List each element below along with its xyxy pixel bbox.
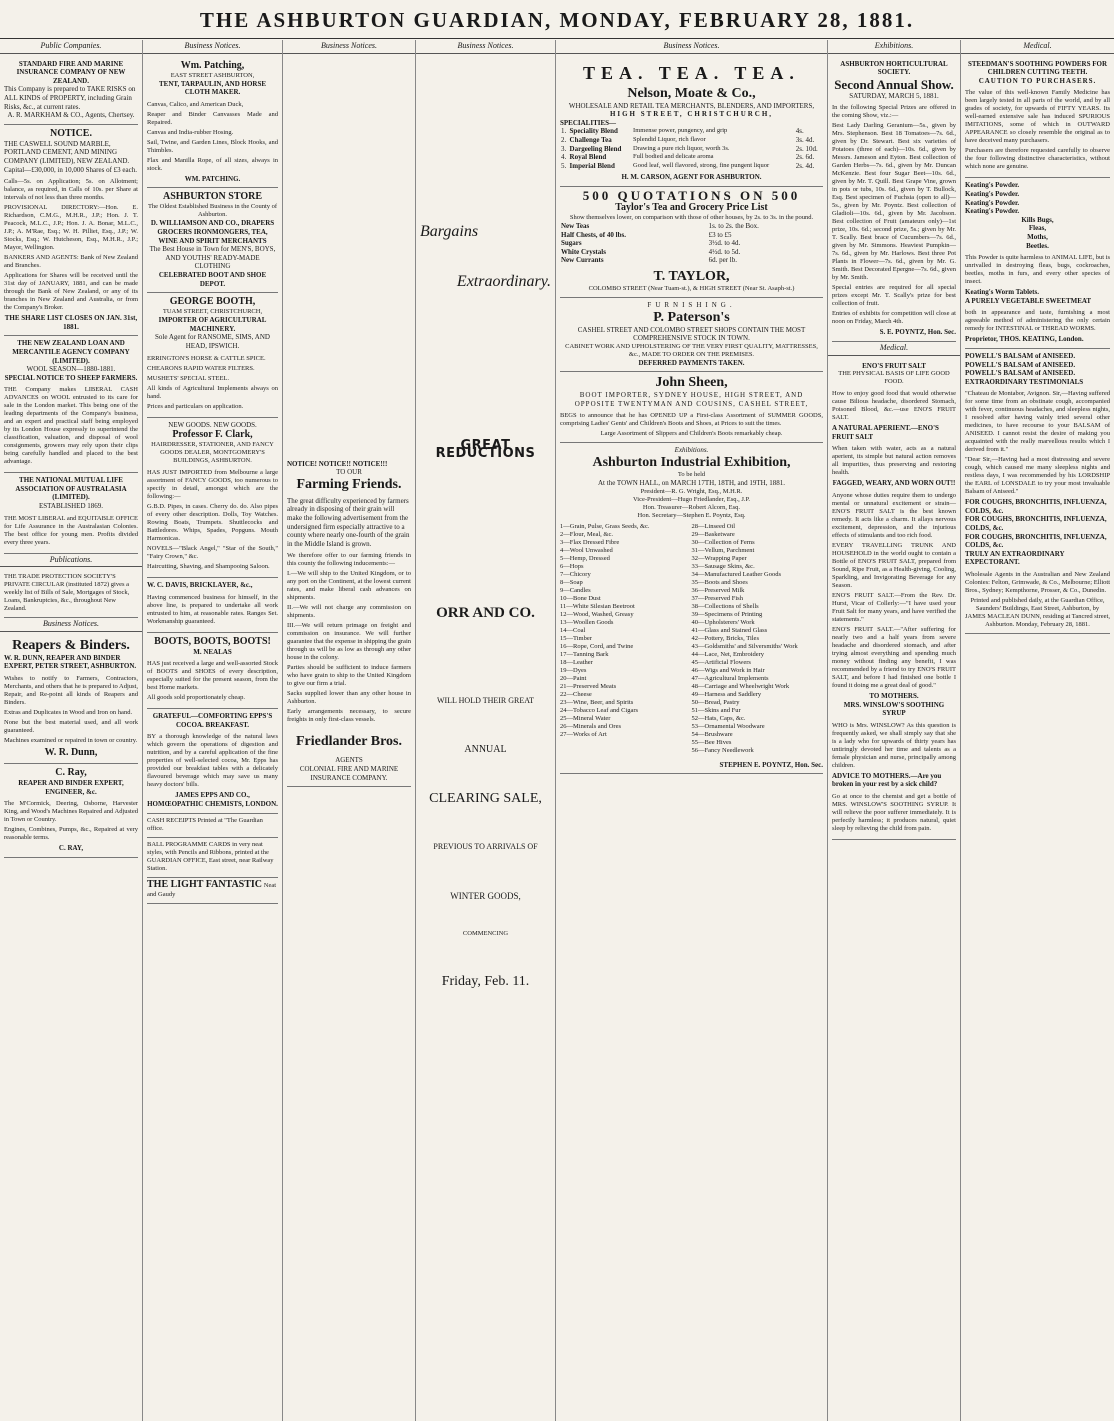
tea-name: Challenge Tea — [569, 135, 612, 144]
powell-ad: POWELL'S BALSAM of ANISEED. POWELL'S BALSAM of ANISEED. POWELL'S BALSAM of ANISEED. EXTRAORDINARY TESTIMONIALS "Chateau de Montabor, Avignon. Sir,—Having suffered for some time from an obstinate cough, accompanied with fever, continuous headaches, and sleepless nights, I resolved after having vainly tried several other medicines, to have recourse to your BALSAM of ANISEED. I cannot resist the desire of making you acquainted with the really marvellous results which I derived from it." "Dear Sir,—Having had a most distressing and severe cough, which caused me many sleepless nights and restless days, I was recommended by his LORDSHIP the EARL of LONSDALE to try your most invaluable Balsam of Aniseed." FOR COUGHS, BRONCHITIS, INFLUENZA, COLDS, &c. FOR COUGHS, BRONCHITIS, INFLUENZA, COLDS, &c. FOR COUGHS, BRONCHITIS, INFLUENZA, COLDS, &c. TRULY AN EXTRAORDINARY EXPECTORANT. Wholesale Agents in the Australian and New Zealand Colonies: Felton, Grimwade, & Co., Melbourne; Elliott Bros., Sydney; Kempthorne, Prosser, & Co., Dunedin. Printed and published daily, at the Guardian Office, Saunders' Buildings, East Street, Ashburton, by JAMES MACLEAN DUNN, residing at Tancred street, Ashburton. Monday, February 28, 1881. — [965, 349, 1110, 634]
kills-line: Moths, — [1027, 232, 1048, 241]
price-row — [560, 256, 823, 265]
imprint-footer: Printed and published daily, at the Guardian Office, Saunders' Buildings, East Street, Ashburton, by JAMES MACLEAN DUNN, residing at Tancred street, Ashburton. Monday, February 28, 1881. — [965, 597, 1110, 629]
agents: AGENTS — [335, 756, 363, 765]
class-item: 3—Flax Dressed Fibre — [560, 538, 620, 546]
class-item: 35—Boots and Shoes — [691, 578, 748, 586]
tea-no: 4. — [561, 153, 567, 162]
ray-signature: C. RAY, — [58, 844, 84, 853]
powell-line: POWELL'S BALSAM of ANISEED. — [965, 351, 1076, 360]
class-item: 5—Hemp, Dressed — [560, 554, 610, 562]
price-value: 4½d. to 5d. — [708, 247, 741, 256]
boots-ad: BOOTS, BOOTS, BOOTS! M. NEALAS HAS just received a large and well-assorted Stock of BOOTS and SHOES of every description, especially suited for the present season, from the best Home markets. All goods sold proportionately cheap. — [147, 633, 278, 710]
light-sub: Neat and Gaudy — [147, 881, 277, 898]
price-name: Half Chests, of 40 lbs. — [561, 230, 626, 239]
previous-to: PREVIOUS TO ARRIVALS OF — [433, 842, 538, 852]
ray-sub: REAPER AND BINDER EXPERT, ENGINEER, &c. — [18, 779, 124, 796]
class-item: 56—Fancy Needlework — [691, 746, 754, 754]
store-body: The Best House in Town for MEN'S, BOYS, AND YOUTHS' READY-MADE CLOTHING — [149, 245, 276, 271]
annual: ANNUAL — [464, 743, 507, 755]
price-name: Sugars — [561, 239, 582, 248]
caswell-title: NOTICE. — [50, 127, 92, 139]
national-mutual-ad: THE NATIONAL MUTUAL LIFE ASSOCIATION OF AUSTRALASIA (LIMITED). ESTABLISHED 1869. THE MOST LIBERAL and EQUITABLE OFFICE for Life Assurance in the Australasian Colonies. The best office for young men. Profits divided every three years. — [4, 473, 138, 553]
paterson-title: P. Paterson's — [653, 309, 730, 325]
class-item: 2—Flour, Meal, &c. — [560, 530, 613, 538]
price-name: New Currants — [561, 256, 604, 265]
sheen-ad: John Sheen, BOOT IMPORTER, SYDNEY HOUSE, HIGH STREET, AND OPPOSITE TWENTYMAN AND COUSINS, CASHEL STREET, BEGS to announce that he has OPENED UP a First-class Assortment of SUMMER GOODS, comprising Ladies' Gents' and Children's Boots and Shoes, at Prices to suit the times. Large Assortment of Slippers and Children's Boots remarkably cheap. — [560, 372, 823, 443]
keating-signature: Proprietor, THOS. KEATING, London. — [965, 335, 1084, 344]
tea-no: 1. — [561, 127, 567, 136]
tea-desc: Immense power, pungency, and grip — [633, 127, 728, 135]
ray-title: C. Ray, — [55, 767, 87, 779]
price-value: 1s. to 2s. the Box. — [708, 221, 759, 230]
tea-desc: Good leaf, well flavored, strong, fine pungent liquor — [633, 161, 770, 169]
sheep-farmers: SPECIAL NOTICE TO SHEEP FARMERS. — [4, 373, 138, 382]
class-item: 43—Goldsmiths' and Silversmiths' Work — [691, 642, 798, 650]
class-item: 24—Tobacco Leaf and Cigars — [560, 706, 639, 714]
exhibition-ad — [560, 443, 823, 774]
clearing-sale: CLEARING SALE, — [429, 790, 542, 806]
standard-insurance-ad — [4, 57, 138, 125]
friday-date: Friday, Feb. 11. — [441, 974, 530, 990]
eno-ad: ENO'S FRUIT SALT THE PHYSICAL BASIS OF LIFE GOOD FOOD. How to enjoy good food that would otherwise cause Bilious headache, disordered Stomach, Poisoned Blood, &c.—use ENO'S FRUIT SALT. A NATURAL APERIENT.—ENO'S FRUIT SALT When taken with water, acts as a natural aperient, its simple but natural action removes all impurities, thus preserving and restoring health. FAGGED, WEARY, AND WORN OUT!! Anyone whose duties require them to undergo mental or unnatural excitement or strain—ENO'S FRUIT SALT is the best known remedy. It acts like a charm. It allays nervous excitement, depression, and the injurious effects of stimulants and too rich food. EVERY TRAVELLING TRUNK AND HOUSEHOLD in the world ought to contain a Bottle of ENO'S FRUIT SALT, prepared from Sound, Ripe Fruit, as a Health-giving, Cooling, Sparkling, and Invigorating Beverage for any Season. ENO'S FRUIT SALT.—From the Rev. Dr. Hurst, Vicar of Collerly:—"I have used your Fruit Salt for many years, and have verified the statements." ENO'S FRUIT SALT.—"After suffering for nearly two and a half years from severe headache and disordered stomach, and after trying almost everything and spending much money without finding any benefit, I was recommended by a friend to try ENO'S FRUIT SALT, and before I had finished one bottle I found it doing me a great deal of good." TO MOTHERS. MRS. WINSLOW'S SOOTHING SYRUP WHO is Mrs. WINSLOW? As this question is frequently asked, we shall simply say that she is a lady who for upwards of thirty years has untiringly devoted her time and talents as a female physician and nurse, principally among children. ADVICE TO MOTHERS.—Are you broken in your rest by a sick child? Go at once to the chemist and get a bottle of MRS. WINSLOW'S SOOTHING SYRUP. It will relieve the poor sufferer immediately. It is perfectly harmless; it produces natural, quiet sleep by relieving the child from pain. — [832, 359, 956, 840]
farming-friends: Farming Friends. — [296, 476, 402, 492]
class-item: 48—Carriage and Wheelwright Work — [691, 682, 790, 690]
class-item: 39—Specimens of Printing — [691, 610, 763, 618]
dunn-heading: W. R. DUNN, REAPER AND BINDER EXPERT, PETER STREET, ASHBURTON. — [4, 653, 137, 671]
booth-sub: TUAM STREET, CHRISTCHURCH, — [162, 308, 263, 316]
caswell-notice: NOTICE. THE CASWELL SOUND MARBLE, PORTLAND CEMENT, AND MINING COMPANY (LIMITED), NEW ZEALAND. Capital—£30,000, in 10,000 Shares of £3 each. Calls—5s. on Application; 5s. on Allotment; balance, as required, in Calls of 10s. per Share at intervals of not less than three months. PROVISIONAL DIRECTORY:—Hon. E. Richardson, C.M.G., M.H.R., J.P.; Hon. J. T. Peacock, M.L.C., J.P.; Hon. J. A. Bonar, M.L.C., J.P.; A. M'Rae, Esq.; W. H. Pilliet, Esq., J.P.; W. Stocks, Esq.; W. Hutcheson, Esq., M.H.R., J.P.; Mayor, Wellington. BANKERS AND AGENTS: Bank of New Zealand and Branches. Applications for Shares will be received until the 31st day of JANUARY, 1881, and can be made through the Bank of New Zealand, or any of its branches in New Zealand and Australia, or from the Company's Broker. THE SHARE LIST CLOSES ON JAN. 31st, 1881. — [4, 125, 138, 337]
class-item: 20—Paint — [560, 674, 587, 682]
price-value: 3½d. to 4d. — [708, 239, 741, 248]
tea-desc: Drawing a pure rich liquor, worth 3s. — [633, 144, 730, 152]
patching-ad: Wm. Patching, EAST STREET ASHBURTON, TENT, TARPAULIN, AND HORSE CLOTH MAKER. Canvas, Calico, and American Duck, Reaper and Binder Canvasses Made and Repaired. Canvas and India-rubber Hosing. Sail, Twine, and Garden Lines, Block Hooks, and Thimbles. Flax and Manilla Rope, of all sizes, always in stock. WM. PATCHING. — [147, 57, 278, 189]
ray-ad: C. Ray, REAPER AND BINDER EXPERT, ENGINEER, &c. The M'Cormick, Deering, Osborne, Harvester King, and Wood's Machines Repaired and Adjusted in Town or Country. Engines, Combines, Pumps, &c., Repaired at very reasonable terms. C. RAY, — [4, 764, 138, 858]
tea-name: Imperial Blend — [569, 161, 615, 170]
specialities: SPECIALITIES— — [560, 118, 617, 127]
column-2-head: Business Notices. — [143, 40, 282, 54]
classes-list — [560, 523, 823, 755]
trade-protection: THE TRADE PROTECTION SOCIETY'S PRIVATE CIRCULAR (instituted 1872) gives a weekly list of Bills of Sale, Mortgages of Stock, Loans, Bankruptcies, &c., throughout New Zealand. — [4, 570, 138, 618]
booth-title: GEORGE BOOTH, — [169, 296, 256, 308]
extraordinary: Extraordinary. — [456, 272, 551, 290]
hort-ad: ASHBURTON HORTICULTURAL SOCIETY. Second Annual Show. SATURDAY, MARCH 5, 1881. In the following Special Prizes are offered in the coming Show, viz.:— Best Lady Darling Geranium—5s., given by Mrs. Stephenson. Best 18 Tomatoes—7s. 6d., given by Dr. Stewart. Best six varieties of Potatoes (three of each)—10s. 6d., given by Messrs. Jameson and Eyton. Best collection of Garden Herbs—7s. 6d., given by Mr. Duncan McKenzie. Best four Sugar Beet—10s. 6d., given by Mr. T. Quill. Best Grape Vine, grown in pots or tubs, 10s. 6d., given by T. Bullock, Esq. Best specimen of Fuchsia (open to all)—5s., given by Mr. Poyntz. Best collection of Gladioli—10s. 6d., given by Mr. Jacobson. Best collection of Fruit (amateurs only)—1st prize, 10s. 6d.; second prize, 5s.; given by Mr. T. Scally. Best brace of Cucumbers—7s. 6d., given by Mr. Simmons. Heaviest Pumpkin—7s. 6d., given by Mr. Harlows. Best three Pot Plants in Flower—7s. 6d., given by Mr. G. Smith. Best Decorated Epergne—7s. 6d., given by Mr. Smith. Special entries are required for all special prizes except Mr. T. Scally's prize for best collection of fruit. Entries of exhibits for competition will close at noon on Friday, March 4th. S. E. POYNTZ, Hon. Sec. — [832, 57, 956, 342]
column-1-head: Public Companies. — [0, 40, 142, 54]
business-notices-head: Business Notices. — [0, 618, 142, 632]
patching-signature: WM. PATCHING. — [184, 174, 241, 183]
tea-price: 4s. — [795, 127, 804, 136]
share-list-closes: THE SHARE LIST CLOSES ON JAN. 31st, 1881. — [4, 314, 138, 331]
to-mothers: TO MOTHERS. — [869, 691, 919, 700]
established: ESTABLISHED 1869. — [39, 502, 103, 511]
exhib-title: Ashburton Industrial Exhibition, — [592, 455, 791, 471]
column-2 — [143, 40, 283, 1421]
tea-title: TEA. TEA. TEA. — [583, 62, 800, 83]
class-item: 27—Works of Art — [560, 730, 607, 738]
price-value: 6d. per lb. — [708, 256, 737, 265]
class-item: 22—Cheese — [560, 690, 592, 698]
taylor-list-sub: Show themselves lower, on comparison with those of other houses, by 2s. to 3s. in the pound. — [569, 213, 814, 221]
exhib-vice: Vice-President—Hugo Friedlander, Esq., J.P. — [632, 495, 751, 503]
furnishing: FURNISHING. — [647, 300, 736, 309]
nelson-sub: WHOLESALE AND RETAIL TEA MERCHANTS, BLENDERS, AND IMPORTERS, — [568, 101, 815, 110]
sheen-sub: BOOT IMPORTER, SYDNEY HOUSE, HIGH STREET, AND OPPOSITE TWENTYMAN AND COUSINS, CASHEL STREET, — [574, 391, 809, 408]
standard-title: STANDARD FIRE AND MARINE INSURANCE COMPANY OF NEW ZEALAND. — [16, 59, 126, 85]
class-item: 37—Preserved Fish — [691, 594, 743, 602]
worm-tablets: Keating's Worm Tablets. — [965, 288, 1039, 297]
quotations: 500 QUOTATIONS ON 500 — [582, 187, 801, 203]
class-item: 17—Tanning Bark — [560, 650, 609, 658]
booth-body: IMPORTER OF AGRICULTURAL MACHINERY. — [158, 316, 267, 333]
column-3 — [283, 40, 416, 1421]
tea-row — [560, 162, 823, 171]
medical-head: Medical. — [828, 342, 960, 356]
steedman-ad: STEEDMAN'S SOOTHING POWDERS FOR CHILDREN CUTTING TEETH. CAUTION TO PURCHASERS. The value of this well-known Family Medicine has been largely tested in all parts of the world, and by all grades of society, for upwards of FIFTY YEARS. Its well-earned extensive sale has induced SPURIOUS IMITATIONS, some of which in OUTWARD APPEARANCE so closely resemble the original as to have deceived many purchasers. Purchasers are therefore requested carefully to observe the four following distinctive characteristics, without which none are genuine. — [965, 57, 1110, 179]
clark-title: Professor F. Clark, — [172, 429, 253, 441]
class-item: 7—Chicory — [560, 570, 591, 578]
publications-head: Publications. — [0, 554, 142, 568]
nelson-addr: HIGH STREET, CHRISTCHURCH, — [609, 110, 774, 119]
column-4-head: Business Notices. — [416, 40, 555, 54]
tea-price: 2s. 6d. — [795, 153, 815, 162]
class-item: 51—Skins and Fur — [691, 706, 741, 714]
winter-goods: WINTER GOODS, — [450, 890, 521, 901]
orr-and-co: ORR AND CO. — [436, 604, 535, 621]
price-name: New Teas — [561, 221, 590, 230]
epps-title: GRATEFUL—COMFORTING EPPS'S COCOA. BREAKFAST. — [152, 712, 273, 729]
exhib-president: President—R. G. Wright, Esq., M.H.R. — [640, 487, 743, 495]
class-item: 30—Collection of Ferns — [691, 538, 755, 546]
tea-desc: Splendid Liquor, rich flavor — [633, 135, 706, 143]
class-item: 12—Wood, Washed, Greasy — [560, 610, 634, 618]
davis-title: W. C. DAVIS, BRICKLAYER, &c., — [147, 581, 253, 590]
to-our: TO OUR — [336, 468, 362, 477]
column-7-head: Medical. — [961, 40, 1114, 54]
store-sub: The Oldest Established Business in the County of Ashburton. — [147, 203, 278, 219]
expectorant: TRULY AN EXTRAORDINARY EXPECTORANT. — [965, 549, 1065, 567]
class-item: 23—Wine, Beer, and Spirits — [560, 698, 634, 706]
class-item: 19—Dyes — [560, 666, 587, 674]
class-item: 47—Agricultural Implements — [691, 674, 769, 682]
masthead-title: THE ASHBURTON GUARDIAN, MONDAY, FEBRUARY 28, 1881. — [199, 8, 915, 32]
taylor-addr: COLOMBO STREET (Near Tuam-st.), & HIGH STREET (Near St. Asaph-st.) — [588, 284, 795, 292]
class-item: 42—Pottery, Bricks, Tiles — [691, 634, 759, 642]
class-item: 6—Hops — [560, 562, 584, 570]
column-5 — [556, 40, 828, 1421]
class-item: 31—Vellum, Parchment — [691, 546, 755, 554]
class-item: 34—Manufactured Leather Goods — [691, 570, 782, 578]
nz-loan-ad: THE NEW ZEALAND LOAN AND MERCANTILE AGENCY COMPANY (LIMITED). WOOL SEASON—1880-1881. SPECIAL NOTICE TO SHEEP FARMERS. THE Company makes LIBERAL CASH ADVANCES on WOOL entrusted to its care for sale in the London market. This being one of the leading departments of the Company's business, and an expert and practical staff being employed by its London House expressly to superintend the classification, valuation, and disposal of wool consignments, growers may rely upon their clips being carefully handled and placed to the best advantage. — [4, 336, 138, 473]
masthead — [0, 0, 1114, 39]
price-row — [560, 222, 823, 231]
coughs-list — [965, 498, 1110, 550]
light-title: THE LIGHT FANTASTIC — [147, 878, 263, 890]
booth-ad: GEORGE BOOTH, TUAM STREET, CHRISTCHURCH, IMPORTER OF AGRICULTURAL MACHINERY. Sole Agent for RANSOME, SIMS, AND HEAD, IPSWICH. ERRINGTON'S HORSE & CATTLE SPICE. CHEARONS RAPID WATER FILTERS. MUSHETS' SPECIAL STEEL. All kinds of Agricultural Implements always on hand. Prices and particulars on application. — [147, 293, 278, 417]
dunn-ad: Reapers & Binders. W. R. DUNN, REAPER AND BINDER EXPERT, PETER STREET, ASHBURTON. Wishes to notify to Farmers, Contractors, Merchants, and others that he is prepared to Adjust, Repair, and Re-point all kinds of Reapers and Binders. Extras and Duplicates in Wood and Iron on hand. None but the best material used, and all work guaranteed. Machines examined or repaired in town or country. W. R. Dunn, — [4, 635, 138, 764]
friedlander-signature: Friedlander Bros. — [295, 734, 403, 750]
taylor-list: Taylor's Tea and Grocery Price List — [615, 201, 768, 213]
keating-ad: Keating's Powder. Keating's Powder. Keating's Powder. Keating's Powder. Kills Bugs, Fleas, Moths, Beetles. This Powder is quite harmless to ANIMAL LIFE, but is unrivalled in destroying fleas, bugs, cockroaches, beetles, moths in furs, and every other species of insect. Keating's Worm Tablets. A PURELY VEGETABLE SWEETMEAT both in appearance and taste, furnishing a most agreeable method of administering the only certain remedy for INTESTINAL or THREAD WORMS. Proprietor, THOS. KEATING, London. — [965, 178, 1110, 349]
column-7 — [961, 40, 1114, 1421]
tea-table — [560, 127, 823, 170]
fagged: FAGGED, WEARY, AND WORN OUT!! — [832, 479, 956, 488]
advice-mothers: ADVICE TO MOTHERS.—Are you broken in your rest by a sick child? — [832, 771, 942, 789]
winslow: MRS. WINSLOW'S SOOTHING SYRUP — [843, 700, 945, 718]
paterson-sub: CASHEL STREET AND COLOMBO STREET SHOPS CONTAIN THE MOST COMPREHENSIVE STOCK IN TOWN. — [577, 325, 806, 343]
column-5-head: Business Notices. — [556, 40, 827, 54]
class-item: 32—Wrapping Paper — [691, 554, 747, 562]
reapers-title: Reapers & Binders. — [12, 637, 130, 653]
class-item: 29—Basketware — [691, 530, 735, 538]
tea-row — [560, 127, 823, 136]
class-item: 18—Leather — [560, 658, 593, 666]
class-item: 13—Woollen Goods — [560, 618, 614, 626]
national-mutual-title: THE NATIONAL MUTUAL LIFE ASSOCIATION OF AUSTRALASIA (LIMITED). — [15, 476, 127, 502]
store-names: D. WILLIAMSON AND CO., DRAPERS GROCERS IRONMONGERS, TEA, WINE AND SPIRIT MERCHANTS — [150, 219, 275, 245]
tea-price: 2s. 10d. — [795, 144, 818, 153]
caution: CAUTION TO PURCHASERS. — [978, 76, 1097, 85]
epps-signature: JAMES EPPS AND CO., HOMŒOPATHIC CHEMISTS, LONDON. — [147, 791, 278, 809]
eno-title: ENO'S FRUIT SALT — [862, 361, 926, 370]
paterson-body: CABINET WORK AND UPHOLSTERING OF THE VERY FIRST QUALITY, MATTRESSES, &c., MADE TO ORDER ON THE PREMISES. — [565, 342, 818, 358]
class-item: 33—Sausage Skins, &c. — [691, 562, 755, 570]
sheen-foot: Large Assortment of Slippers and Children's Boots remarkably cheap. — [600, 430, 783, 438]
class-item: 44—Lace, Net, Embroidery — [691, 650, 765, 658]
sheen-title: John Sheen, — [655, 375, 728, 391]
commencing: COMMENCING — [462, 930, 509, 938]
clark-ad: NEW GOODS. NEW GOODS. Professor F. Clark, HAIRDRESSER, STATIONER, AND FANCY GOODS DEALER, MONTGOMERY'S BUILDINGS, ASHBURTON. HAS JUST IMPORTED from Melbourne a large assortment of FANCY GOODS, too numerous to specify in detail, amongst which are the following:— G.B.D. Pipes, in cases. Cherry do. do. Also pipes of every other description. Dolls, Toy Watches. Rowing Boats, Trumpets. Shuttlecocks and Battledores. Whips, Spades, Popguns. Mouth Harmonicas. NOVELS—"Black Angel," "Star of the South," "Fairy Crown," &c. Haircutting, Shaving, and Shampooing Saloon. — [147, 418, 278, 579]
tea-desc: Full bodied and delicate aroma — [633, 153, 714, 161]
keating-line: Keating's Powder. — [965, 189, 1020, 198]
kills-line: Beetles. — [1026, 241, 1049, 250]
kills-list — [965, 216, 1110, 250]
price-table — [560, 222, 823, 265]
exhib-date: At the TOWN HALL, on MARCH 17TH, 18TH, and 19TH, 1881. — [598, 479, 785, 488]
price-row — [560, 248, 823, 257]
keating-line: Keating's Powder. — [965, 181, 1020, 190]
show-date: SATURDAY, MARCH 5, 1881. — [849, 91, 939, 100]
epps-ad: GRATEFUL—COMFORTING EPPS'S COCOA. BREAKFAST. BY a thorough knowledge of the natural laws which govern the operations of digestion and nutrition, and by a careful application of the fine properties of well-selected cocoa, Mr. Epps has provided our breakfast tables with a delicately flavoured beverage which may save us many heavy doctors' bills. JAMES EPPS AND CO., HOMŒOPATHIC CHEMISTS, LONDON. — [147, 709, 278, 813]
class-item: 15—Timber — [560, 634, 592, 642]
class-item: 1—Grain, Pulse, Grass Seeds, &c. — [560, 522, 650, 530]
coughs-line: FOR COUGHS, BRONCHITIS, INFLUENZA, COLDS, &c. — [965, 532, 1107, 550]
tea-row — [560, 136, 823, 145]
powell-list — [965, 352, 1110, 378]
tea-no: 5. — [561, 161, 567, 170]
taylor-title: T. TAYLOR, — [653, 268, 730, 284]
powell-line: POWELL'S BALSAM of ANISEED. — [965, 360, 1076, 369]
davis-ad: W. C. DAVIS, BRICKLAYER, &c., Having commenced business for himself, in the above line, is prepared to undertake all work entrusted to him, at reasonable rates. Ranges Set. Workmanship guaranteed. — [147, 578, 278, 633]
kills-line: Fleas, — [1028, 224, 1047, 233]
keating-list — [965, 181, 1110, 215]
column-6 — [828, 40, 961, 1421]
exhib-sub: To be held — [677, 471, 706, 479]
class-item: 36—Preserved Milk — [691, 586, 745, 594]
column-6-head: Exhibitions. — [828, 40, 960, 54]
class-item: 26—Minerals and Ores — [560, 722, 622, 730]
class-item: 9—Candles — [560, 586, 591, 594]
taylor-ad — [560, 187, 823, 298]
dunn-signature: W. R. Dunn, — [44, 747, 98, 759]
exhib-secretary: Hon. Secretary—Stephen E. Poyntz, Esq. — [637, 511, 746, 519]
bargains: Bargains — [420, 222, 479, 240]
class-item: 40—Upholsterers' Work — [691, 618, 755, 626]
notice-line: NOTICE! NOTICE!! NOTICE!!! — [287, 459, 388, 468]
keating-line: Keating's Powder. — [965, 198, 1020, 207]
will-hold: WILL HOLD THEIR GREAT — [436, 696, 535, 706]
class-item: 25—Mineral Water — [560, 714, 611, 722]
light-fantastic — [147, 878, 278, 904]
hort-title: ASHBURTON HORTICULTURAL SOCIETY. — [840, 59, 948, 77]
show-title: Second Annual Show. — [834, 76, 954, 92]
kills-line: Kills Bugs, — [1021, 215, 1054, 224]
price-row — [560, 231, 823, 240]
booth-agent: Sole Agent for RANSOME, SIMS, AND HEAD, IPSWICH. — [155, 333, 270, 350]
tea-name: Royal Blend — [569, 153, 607, 162]
show-signature: S. E. POYNTZ, Hon. Sec. — [879, 328, 956, 337]
class-item: 45—Artificial Flowers — [691, 658, 751, 666]
standard-body: This Company is prepared to TAKE RISKS on ALL KINDS of PROPERTY, including Grain Risks, &c., at current rates. — [4, 85, 136, 111]
keating-line: Keating's Powder. — [965, 207, 1020, 216]
friedlander-body: The great difficulty experienced by farmers already in disposing of their grain will make the following advertisement from the undersigned firm especially attractive to a county where nearly one-fourth of the grain in the Middle Island is grown. — [287, 496, 410, 548]
boots-title: BOOTS, BOOTS, BOOTS! — [154, 635, 271, 647]
column-4 — [416, 40, 556, 1421]
tea-no: 2. — [561, 135, 567, 144]
classes-right — [692, 523, 824, 755]
coughs-line: FOR COUGHS, BRONCHITIS, INFLUENZA, COLDS, &c. — [965, 498, 1107, 515]
classes-left — [560, 523, 692, 755]
store-boots: CELEBRATED BOOT AND SHOE DEPOT. — [158, 270, 267, 288]
tea-name: Speciality Blend — [569, 127, 618, 136]
tea-no: 3. — [561, 144, 567, 153]
nz-loan-title: THE NEW ZEALAND LOAN AND MERCANTILE AGENCY COMPANY (LIMITED). — [12, 339, 130, 365]
class-item: 14—Coal — [560, 626, 586, 634]
column-1 — [0, 40, 143, 1421]
exhib-treasurer: Hon. Treasurer—Robert Alcorn, Esq. — [642, 503, 741, 511]
extraordinary-testimonials: EXTRAORDINARY TESTIMONIALS — [965, 377, 1084, 386]
standard-agent: A. R. MARKHAM & CO., Agents, Chertsey. — [7, 111, 135, 120]
column-3-head: Business Notices. — [283, 40, 415, 54]
powell-line: POWELL'S BALSAM of ANISEED. — [965, 369, 1076, 378]
class-item: 46—Wigs and Work in Hair — [691, 666, 765, 674]
price-name: White Crystals — [561, 247, 606, 256]
class-item: 28—Linseed Oil — [691, 522, 736, 530]
class-item: 38—Collections of Shells — [691, 602, 759, 610]
class-item: 53—Ornamental Woodware — [691, 722, 765, 730]
steedman-title: STEEDMAN'S SOOTHING POWDERS FOR CHILDREN CUTTING TEETH. — [967, 59, 1108, 77]
store-title: ASHBURTON STORE — [162, 191, 263, 203]
class-item: 50—Bread, Pastry — [691, 698, 740, 706]
paterson-ad — [560, 298, 823, 372]
exhib-signature: STEPHEN E. POYNTZ, Hon. Sec. — [719, 760, 823, 769]
class-item: 41—Glass and Stained Glass — [691, 626, 768, 634]
class-item: 54—Brushware — [691, 730, 733, 738]
tea-row — [560, 153, 823, 162]
class-item: 8—Soap — [560, 578, 583, 586]
friedlander-ad: NOTICE! NOTICE!! NOTICE!!! TO OUR Farming Friends. The great difficulty experienced by farmers already in disposing of their grain will make the following advertisement from the undersigned firm especially attractive to a county where nearly one-fourth of the grain in the Middle Island is grown. We therefore offer to our farming friends in this county the following inducements:— I.—We will ship to the United Kingdom, or to any port on the Continent, at the lowest current rates, and make liberal cash advances on shipments. II.—We will not charge any commission on shipments. III.—We will return primage on freight and commission on insurance. We will further guarantee that the expense in shipping the grain through us will be as low as through any other house in the colony. Parties should be sufficient to induce farmers who have grain to ship to the United Kingdom to give our firm a trial. Sacks supplied lower than any other house in Ashburton. Early arrangements necessary, to secure freights in only first-class vessels. Friedlander Bros. AGENTS COLONIAL FIRE AND MARINE INSURANCE COMPANY. — [287, 457, 411, 788]
eno-sub: THE PHYSICAL BASIS OF LIFE GOOD FOOD. — [838, 370, 950, 386]
class-item: 4—Wool Unwashed — [560, 546, 613, 554]
ball-programme: BALL PROGRAMME CARDS in very neat styles, with Pencils and Ribbons, printed at the GUARDIAN OFFICE, East street, near Railway Station. — [147, 838, 278, 878]
tea-name: Dargeeling Blend — [569, 144, 622, 153]
exhib-head: Exhibitions. — [674, 446, 709, 455]
class-item: 16—Rope, Cord, and Twine — [560, 642, 634, 650]
class-item: 10—Bone Dust — [560, 594, 601, 602]
agents-sub: COLONIAL FIRE AND MARINE INSURANCE COMPANY. — [299, 764, 399, 782]
price-value: £3 to £5 — [708, 230, 732, 239]
patching-title: Wm. Patching, — [180, 59, 245, 71]
nealas-title: M. NEALAS — [193, 647, 232, 656]
price-row — [560, 239, 823, 248]
nelson-title: Nelson, Moate & Co., — [627, 85, 756, 101]
great-reductions: GREAT REDUCTIONS — [435, 437, 536, 462]
nelson-ad — [560, 57, 823, 187]
cash-receipts: CASH RECEIPTS Printed at "The Guardian office. — [147, 814, 278, 838]
class-item: 52—Hats, Caps, &c. — [691, 714, 746, 722]
clark-sub: HAIRDRESSER, STATIONER, AND FANCY GOODS DEALER, MONTGOMERY'S BUILDINGS, ASHBURTON. — [151, 441, 274, 465]
tea-price: 3s. 4d. — [795, 135, 815, 144]
carson-agent: H. M. CARSON, AGENT FOR ASHBURTON. — [621, 173, 762, 182]
caswell-body: THE CASWELL SOUND MARBLE, PORTLAND CEMENT, AND MINING COMPANY (LIMITED), NEW ZEALAND. Capital—£30,000, in 10,000 Shares of £3 each. — [4, 139, 137, 174]
eno-aperient: A NATURAL APERIENT.—ENO'S FRUIT SALT — [832, 424, 939, 441]
class-item: 11—White Silesian Beetroot — [560, 602, 635, 610]
class-item: 55—Bee Hives — [691, 738, 732, 746]
new-goods: NEW GOODS. NEW GOODS. — [168, 420, 257, 429]
tea-price: 2s. 4d. — [795, 161, 815, 170]
store-ad — [147, 188, 278, 293]
wool-season: WOOL SEASON—1880-1881. — [26, 365, 116, 374]
tea-row — [560, 145, 823, 154]
class-item: 49—Harness and Saddlery — [691, 690, 762, 698]
class-item: 21—Preserved Meats — [560, 682, 617, 690]
deferred: DEFERRED PAYMENTS TAKEN. — [638, 358, 745, 367]
patching-sub: EAST STREET ASHBURTON, — [170, 71, 255, 79]
patching-body: TENT, TARPAULIN, AND HORSE CLOTH MAKER. — [158, 79, 267, 97]
sweetmeat: A PURELY VEGETABLE SWEETMEAT — [965, 296, 1092, 305]
columns — [0, 40, 1114, 1421]
coughs-line: FOR COUGHS, BRONCHITIS, INFLUENZA, COLDS, &c. — [965, 515, 1107, 533]
